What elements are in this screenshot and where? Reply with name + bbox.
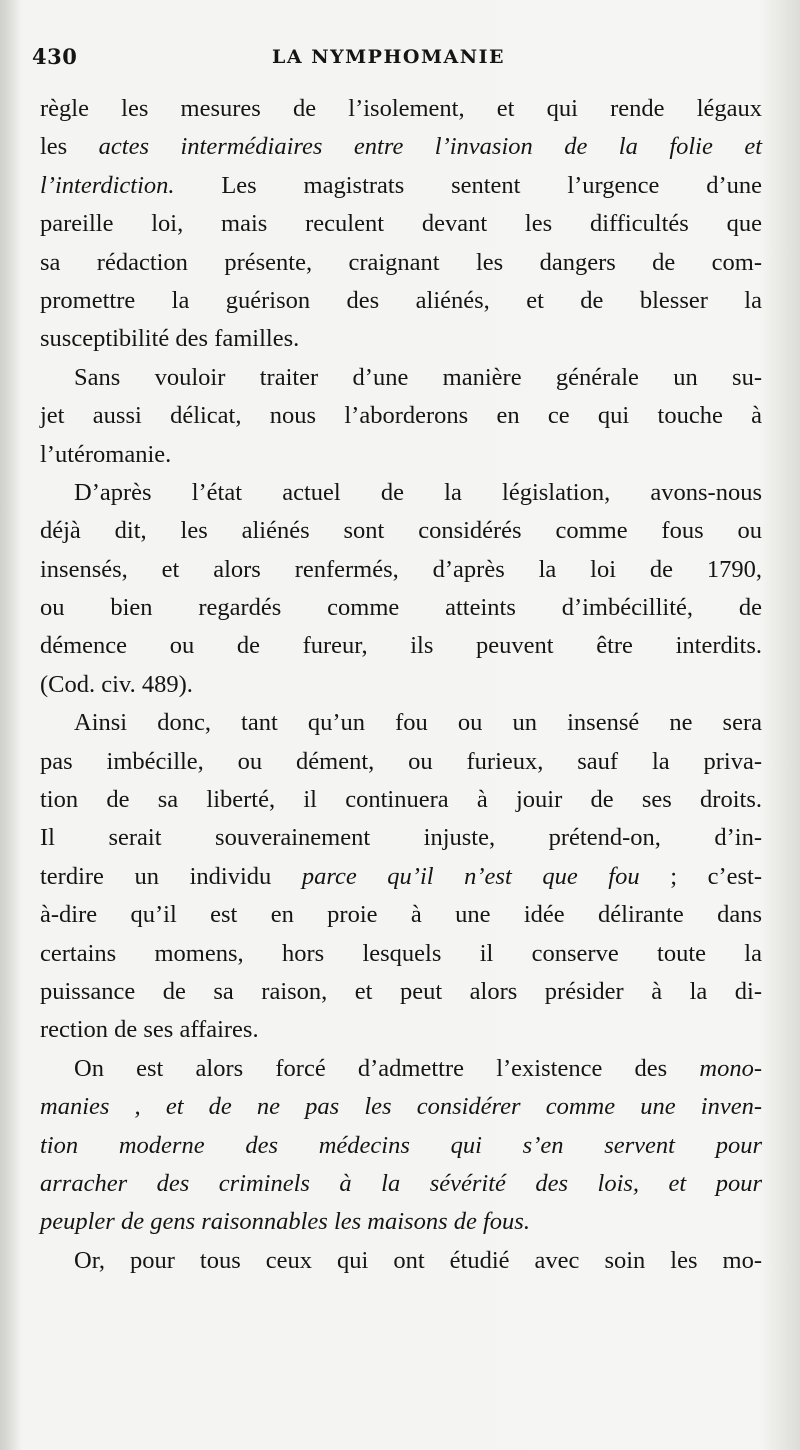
- text-segment: D’après l’état actuel de la législation, avons-nous: [74, 478, 762, 506]
- italic-text: l’interdiction.: [40, 171, 175, 199]
- text-line: [40, 205, 762, 243]
- text-line: [40, 320, 762, 358]
- text-segment: ou bien regardés comme atteints d’imbécillité, de: [40, 594, 762, 622]
- text-segment: Les magistrats sentent l’urgence d’une: [174, 171, 762, 199]
- text-line: [40, 397, 762, 435]
- text-line: [40, 359, 762, 397]
- text-segment: susceptibilité des familles.: [40, 325, 300, 353]
- page-header: [32, 44, 772, 78]
- text-segment: les: [40, 133, 99, 161]
- text-segment: (Cod. civ. 489).: [40, 670, 193, 698]
- text-segment: On est alors forcé d’admettre l’existence des: [74, 1054, 700, 1082]
- text-line: [40, 589, 762, 627]
- italic-text: parce qu’il n’est que fou: [301, 862, 640, 890]
- text-line: [40, 935, 762, 973]
- text-segment: à-dire qu’il est en proie à une idée délirante dans: [40, 901, 762, 929]
- text-line: [40, 1088, 762, 1126]
- body-text: [40, 90, 762, 1280]
- text-line: [40, 512, 762, 550]
- text-segment: pareille loi, mais reculent devant les difficultés que: [40, 210, 762, 238]
- text-line: [40, 704, 762, 742]
- text-line: [40, 1011, 762, 1049]
- italic-text: manies , et de ne pas les considérer comme une inven-: [40, 1093, 762, 1121]
- text-line: [40, 858, 762, 896]
- text-line: [40, 551, 762, 589]
- italic-text: tion moderne des médecins qui s’en servent pour: [40, 1131, 762, 1159]
- italic-text: arracher des criminels à la sévérité des lois, et pour: [40, 1169, 762, 1197]
- page-number: 430: [32, 44, 78, 69]
- text-segment: démence ou de fureur, ils peuvent être interdits.: [40, 632, 762, 660]
- text-line: [40, 973, 762, 1011]
- text-segment: Sans vouloir traiter d’une manière générale un su-: [74, 363, 762, 391]
- text-line: [40, 819, 762, 857]
- text-segment: sa rédaction présente, craignant les dangers de com-: [40, 248, 762, 276]
- text-segment: puissance de sa raison, et peut alors présider à la di-: [40, 977, 762, 1005]
- text-line: [40, 244, 762, 282]
- text-line: [40, 627, 762, 665]
- text-line: [40, 781, 762, 819]
- text-line: [40, 1203, 762, 1241]
- text-segment: pas imbécille, ou dément, ou furieux, sauf la priva-: [40, 747, 762, 775]
- text-segment: insensés, et alors renfermés, d’après la loi de 1790,: [40, 555, 762, 583]
- text-segment: tion de sa liberté, il continuera à jouir de ses droits.: [40, 786, 762, 814]
- text-segment: Ainsi donc, tant qu’un fou ou un insensé ne sera: [74, 709, 762, 737]
- text-segment: jet aussi délicat, nous l’aborderons en ce qui touche à: [40, 402, 762, 430]
- text-line: [40, 128, 762, 166]
- text-segment: rection de ses affaires.: [40, 1016, 259, 1044]
- text-line: [40, 1165, 762, 1203]
- text-segment: l’utéromanie.: [40, 440, 172, 468]
- text-segment: Or, pour tous ceux qui ont étudié avec soin les mo-: [74, 1246, 762, 1274]
- text-line: [40, 282, 762, 320]
- italic-text: actes intermédiaires entre l’invasion de la folie et: [98, 133, 762, 161]
- text-line: [40, 1050, 762, 1088]
- text-segment: certains momens, hors lesquels il conserve toute la: [40, 939, 762, 967]
- italic-text: peupler de gens raisonnables les maisons de fous.: [40, 1208, 530, 1236]
- text-line: [40, 1242, 762, 1280]
- text-segment: promettre la guérison des aliénés, et de blesser la: [40, 286, 762, 314]
- text-line: [40, 1127, 762, 1165]
- text-line: [40, 436, 762, 474]
- italic-text: mono-: [699, 1054, 762, 1082]
- text-line: [40, 743, 762, 781]
- text-line: [40, 474, 762, 512]
- text-segment: déjà dit, les aliénés sont considérés comme fous ou: [40, 517, 762, 545]
- text-line: [40, 666, 762, 704]
- page-gutter-shadow: [0, 0, 22, 1450]
- running-title: LA NYMPHOMANIE: [272, 46, 505, 68]
- text-segment: ; c’est-: [639, 862, 762, 890]
- text-segment: Il serait souverainement injuste, prétend-on, d’in-: [40, 824, 762, 852]
- text-line: [40, 167, 762, 205]
- text-segment: règle les mesures de l’isolement, et qui rende légaux: [40, 95, 762, 122]
- text-segment: terdire un individu: [40, 862, 302, 890]
- text-line: [40, 896, 762, 934]
- text-line: [40, 90, 762, 128]
